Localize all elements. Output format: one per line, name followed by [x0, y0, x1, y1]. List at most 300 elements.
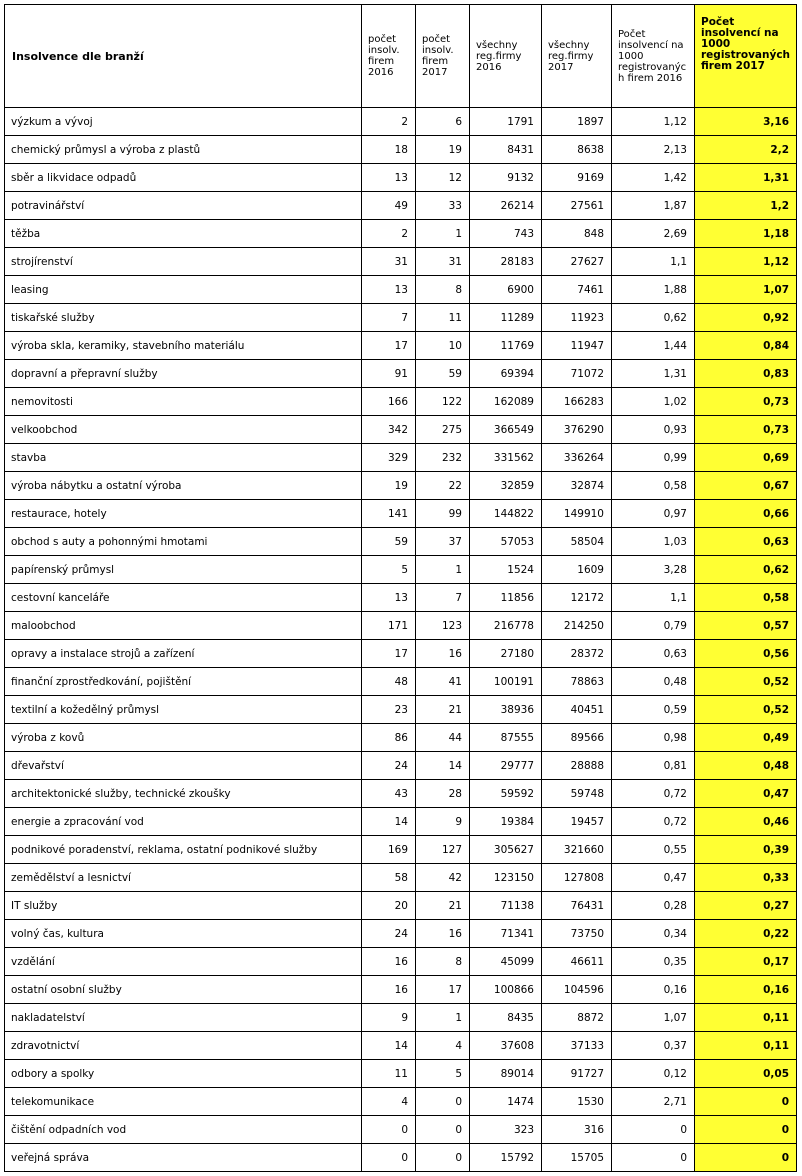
cell-branch: dopravní a přepravní služby — [5, 360, 362, 388]
cell-reg-2017: 11947 — [542, 332, 612, 360]
cell-reg-2016: 743 — [470, 220, 542, 248]
cell-rate-2016: 0,28 — [612, 892, 695, 920]
cell-reg-2016: 305627 — [470, 836, 542, 864]
cell-reg-2017: 19457 — [542, 808, 612, 836]
cell-rate-2016: 0,79 — [612, 612, 695, 640]
table-row — [5, 528, 797, 556]
cell-insolv-2017: 41 — [416, 668, 470, 696]
cell-rate-2017: 0,17 — [695, 948, 797, 976]
cell-branch: finanční zprostředkování, pojištění — [5, 668, 362, 696]
cell-branch: tiskařské služby — [5, 304, 362, 332]
cell-insolv-2017: 31 — [416, 248, 470, 276]
cell-reg-2016: 323 — [470, 1116, 542, 1144]
cell-insolv-2017: 8 — [416, 948, 470, 976]
header-rate-2017: Počet insolvencí na 1000 registrovaných firem 2017 — [695, 5, 797, 108]
cell-insolv-2017: 99 — [416, 500, 470, 528]
cell-rate-2016: 0,93 — [612, 416, 695, 444]
cell-insolv-2016: 91 — [362, 360, 416, 388]
cell-rate-2016: 3,28 — [612, 556, 695, 584]
cell-insolv-2016: 14 — [362, 808, 416, 836]
table-row — [5, 948, 797, 976]
cell-rate-2016: 0,72 — [612, 808, 695, 836]
cell-insolv-2017: 4 — [416, 1032, 470, 1060]
cell-insolv-2016: 171 — [362, 612, 416, 640]
cell-insolv-2017: 0 — [416, 1116, 470, 1144]
cell-insolv-2017: 1 — [416, 1004, 470, 1032]
cell-branch: nemovitosti — [5, 388, 362, 416]
cell-insolv-2017: 8 — [416, 276, 470, 304]
cell-branch: zdravotnictví — [5, 1032, 362, 1060]
cell-reg-2016: 11769 — [470, 332, 542, 360]
cell-branch: výroba skla, keramiky, stavebního materiálu — [5, 332, 362, 360]
cell-branch: telekomunikace — [5, 1088, 362, 1116]
cell-branch: chemický průmysl a výroba z plastů — [5, 136, 362, 164]
cell-insolv-2016: 0 — [362, 1116, 416, 1144]
cell-reg-2017: 12172 — [542, 584, 612, 612]
table-row — [5, 500, 797, 528]
cell-insolv-2017: 11 — [416, 304, 470, 332]
cell-rate-2016: 0,63 — [612, 640, 695, 668]
cell-reg-2016: 37608 — [470, 1032, 542, 1060]
cell-reg-2016: 8435 — [470, 1004, 542, 1032]
table-row — [5, 976, 797, 1004]
cell-insolv-2016: 18 — [362, 136, 416, 164]
cell-rate-2017: 1,2 — [695, 192, 797, 220]
cell-insolv-2016: 9 — [362, 1004, 416, 1032]
cell-rate-2016: 0,16 — [612, 976, 695, 1004]
cell-branch: vzdělání — [5, 948, 362, 976]
cell-rate-2017: 0 — [695, 1116, 797, 1144]
header-insolv-2017: počet insolv. firem 2017 — [416, 5, 470, 108]
table-body — [5, 108, 797, 1172]
cell-reg-2016: 89014 — [470, 1060, 542, 1088]
cell-reg-2016: 144822 — [470, 500, 542, 528]
cell-branch: strojírenství — [5, 248, 362, 276]
cell-insolv-2016: 16 — [362, 948, 416, 976]
cell-reg-2016: 100866 — [470, 976, 542, 1004]
cell-branch: veřejná správa — [5, 1144, 362, 1172]
cell-rate-2017: 0,05 — [695, 1060, 797, 1088]
cell-insolv-2016: 11 — [362, 1060, 416, 1088]
cell-insolv-2017: 12 — [416, 164, 470, 192]
cell-branch: výroba nábytku a ostatní výroba — [5, 472, 362, 500]
cell-reg-2016: 59592 — [470, 780, 542, 808]
cell-reg-2016: 1524 — [470, 556, 542, 584]
cell-rate-2016: 0,47 — [612, 864, 695, 892]
cell-insolv-2017: 123 — [416, 612, 470, 640]
cell-insolv-2017: 33 — [416, 192, 470, 220]
table-row — [5, 668, 797, 696]
table-row — [5, 276, 797, 304]
cell-rate-2017: 0,46 — [695, 808, 797, 836]
cell-branch: maloobchod — [5, 612, 362, 640]
cell-reg-2017: 127808 — [542, 864, 612, 892]
cell-reg-2016: 366549 — [470, 416, 542, 444]
cell-branch: energie a zpracování vod — [5, 808, 362, 836]
cell-insolv-2016: 49 — [362, 192, 416, 220]
cell-reg-2017: 848 — [542, 220, 612, 248]
cell-branch: výzkum a vývoj — [5, 108, 362, 136]
cell-rate-2017: 0,11 — [695, 1032, 797, 1060]
cell-reg-2016: 100191 — [470, 668, 542, 696]
cell-rate-2017: 0,48 — [695, 752, 797, 780]
cell-insolv-2017: 1 — [416, 556, 470, 584]
cell-rate-2016: 0,98 — [612, 724, 695, 752]
cell-reg-2016: 29777 — [470, 752, 542, 780]
cell-rate-2016: 1,03 — [612, 528, 695, 556]
cell-rate-2017: 0,67 — [695, 472, 797, 500]
cell-branch: leasing — [5, 276, 362, 304]
cell-reg-2016: 87555 — [470, 724, 542, 752]
cell-reg-2016: 123150 — [470, 864, 542, 892]
cell-insolv-2016: 13 — [362, 164, 416, 192]
table-row — [5, 556, 797, 584]
cell-rate-2016: 1,42 — [612, 164, 695, 192]
cell-insolv-2016: 19 — [362, 472, 416, 500]
cell-reg-2016: 45099 — [470, 948, 542, 976]
cell-insolv-2016: 14 — [362, 1032, 416, 1060]
cell-insolv-2016: 2 — [362, 220, 416, 248]
cell-rate-2016: 2,71 — [612, 1088, 695, 1116]
table-row — [5, 1004, 797, 1032]
cell-insolv-2016: 169 — [362, 836, 416, 864]
cell-branch: ostatní osobní služby — [5, 976, 362, 1004]
cell-reg-2017: 28372 — [542, 640, 612, 668]
cell-reg-2017: 37133 — [542, 1032, 612, 1060]
cell-insolv-2017: 232 — [416, 444, 470, 472]
header-rate-2016: Počet insolvencí na 1000 registrovanýc h firem 2016 — [612, 5, 695, 108]
cell-insolv-2017: 22 — [416, 472, 470, 500]
cell-rate-2017: 0 — [695, 1088, 797, 1116]
cell-reg-2017: 8872 — [542, 1004, 612, 1032]
cell-branch: potravinářství — [5, 192, 362, 220]
table-row — [5, 808, 797, 836]
cell-rate-2017: 0,52 — [695, 668, 797, 696]
cell-insolv-2017: 21 — [416, 696, 470, 724]
cell-reg-2017: 1897 — [542, 108, 612, 136]
cell-insolv-2016: 141 — [362, 500, 416, 528]
cell-rate-2016: 1,31 — [612, 360, 695, 388]
cell-rate-2016: 1,87 — [612, 192, 695, 220]
cell-rate-2016: 0,99 — [612, 444, 695, 472]
cell-reg-2017: 7461 — [542, 276, 612, 304]
cell-reg-2016: 162089 — [470, 388, 542, 416]
cell-branch: volný čas, kultura — [5, 920, 362, 948]
cell-reg-2016: 26214 — [470, 192, 542, 220]
cell-branch: IT služby — [5, 892, 362, 920]
cell-insolv-2017: 28 — [416, 780, 470, 808]
cell-reg-2016: 28183 — [470, 248, 542, 276]
table-row — [5, 220, 797, 248]
cell-branch: opravy a instalace strojů a zařízení — [5, 640, 362, 668]
cell-insolv-2017: 16 — [416, 640, 470, 668]
cell-insolv-2017: 37 — [416, 528, 470, 556]
cell-insolv-2017: 19 — [416, 136, 470, 164]
cell-rate-2016: 0,81 — [612, 752, 695, 780]
cell-insolv-2016: 43 — [362, 780, 416, 808]
cell-insolv-2016: 16 — [362, 976, 416, 1004]
cell-insolv-2017: 42 — [416, 864, 470, 892]
cell-rate-2017: 0,57 — [695, 612, 797, 640]
table-row — [5, 1088, 797, 1116]
cell-insolv-2016: 23 — [362, 696, 416, 724]
table-row — [5, 248, 797, 276]
table-row — [5, 472, 797, 500]
cell-insolv-2017: 122 — [416, 388, 470, 416]
cell-rate-2016: 2,13 — [612, 136, 695, 164]
table-row — [5, 612, 797, 640]
cell-rate-2016: 0,34 — [612, 920, 695, 948]
cell-rate-2016: 1,12 — [612, 108, 695, 136]
cell-reg-2017: 1530 — [542, 1088, 612, 1116]
cell-branch: stavba — [5, 444, 362, 472]
cell-reg-2016: 9132 — [470, 164, 542, 192]
cell-branch: odbory a spolky — [5, 1060, 362, 1088]
cell-rate-2016: 0,62 — [612, 304, 695, 332]
cell-rate-2017: 2,2 — [695, 136, 797, 164]
cell-rate-2017: 0,83 — [695, 360, 797, 388]
cell-rate-2017: 0,73 — [695, 416, 797, 444]
cell-insolv-2017: 9 — [416, 808, 470, 836]
cell-insolv-2017: 0 — [416, 1088, 470, 1116]
cell-rate-2016: 1,44 — [612, 332, 695, 360]
table-row — [5, 1144, 797, 1172]
cell-reg-2017: 28888 — [542, 752, 612, 780]
cell-rate-2017: 0,56 — [695, 640, 797, 668]
cell-reg-2017: 76431 — [542, 892, 612, 920]
cell-reg-2017: 214250 — [542, 612, 612, 640]
table-row — [5, 640, 797, 668]
cell-branch: zemědělství a lesnictví — [5, 864, 362, 892]
cell-insolv-2016: 7 — [362, 304, 416, 332]
cell-branch: sběr a likvidace odpadů — [5, 164, 362, 192]
table-row — [5, 444, 797, 472]
cell-rate-2016: 1,88 — [612, 276, 695, 304]
cell-reg-2017: 89566 — [542, 724, 612, 752]
cell-reg-2016: 1791 — [470, 108, 542, 136]
cell-insolv-2016: 59 — [362, 528, 416, 556]
cell-reg-2016: 71138 — [470, 892, 542, 920]
table-row — [5, 892, 797, 920]
cell-rate-2017: 0,66 — [695, 500, 797, 528]
cell-reg-2017: 104596 — [542, 976, 612, 1004]
cell-reg-2016: 15792 — [470, 1144, 542, 1172]
cell-reg-2017: 71072 — [542, 360, 612, 388]
table-row — [5, 584, 797, 612]
table-row — [5, 164, 797, 192]
table-row — [5, 1060, 797, 1088]
cell-rate-2017: 1,18 — [695, 220, 797, 248]
cell-rate-2017: 0,49 — [695, 724, 797, 752]
cell-insolv-2017: 7 — [416, 584, 470, 612]
table-row — [5, 388, 797, 416]
table-row — [5, 360, 797, 388]
cell-insolv-2017: 127 — [416, 836, 470, 864]
cell-reg-2017: 91727 — [542, 1060, 612, 1088]
cell-reg-2017: 11923 — [542, 304, 612, 332]
header-branch: Insolvence dle branží — [5, 5, 362, 108]
cell-rate-2016: 0,72 — [612, 780, 695, 808]
cell-rate-2016: 0,97 — [612, 500, 695, 528]
cell-rate-2016: 0 — [612, 1116, 695, 1144]
cell-insolv-2016: 86 — [362, 724, 416, 752]
cell-reg-2016: 71341 — [470, 920, 542, 948]
cell-insolv-2017: 10 — [416, 332, 470, 360]
table-row — [5, 696, 797, 724]
cell-rate-2016: 0,12 — [612, 1060, 695, 1088]
cell-insolv-2016: 24 — [362, 920, 416, 948]
cell-rate-2016: 0,55 — [612, 836, 695, 864]
cell-insolv-2016: 24 — [362, 752, 416, 780]
cell-branch: textilní a kožedělný průmysl — [5, 696, 362, 724]
cell-reg-2017: 316 — [542, 1116, 612, 1144]
cell-reg-2017: 376290 — [542, 416, 612, 444]
cell-rate-2016: 1,02 — [612, 388, 695, 416]
cell-branch: dřevařství — [5, 752, 362, 780]
table-row — [5, 920, 797, 948]
cell-reg-2017: 46611 — [542, 948, 612, 976]
cell-reg-2017: 32874 — [542, 472, 612, 500]
cell-rate-2017: 0,92 — [695, 304, 797, 332]
cell-reg-2017: 78863 — [542, 668, 612, 696]
cell-rate-2016: 2,69 — [612, 220, 695, 248]
cell-rate-2016: 0,59 — [612, 696, 695, 724]
cell-branch: výroba z kovů — [5, 724, 362, 752]
cell-insolv-2017: 16 — [416, 920, 470, 948]
cell-rate-2016: 1,07 — [612, 1004, 695, 1032]
cell-rate-2017: 1,31 — [695, 164, 797, 192]
table-row — [5, 752, 797, 780]
cell-rate-2016: 0,48 — [612, 668, 695, 696]
cell-branch: čištění odpadních vod — [5, 1116, 362, 1144]
cell-insolv-2017: 17 — [416, 976, 470, 1004]
cell-rate-2017: 0,62 — [695, 556, 797, 584]
cell-reg-2016: 69394 — [470, 360, 542, 388]
cell-reg-2016: 8431 — [470, 136, 542, 164]
table-row — [5, 724, 797, 752]
cell-reg-2017: 8638 — [542, 136, 612, 164]
cell-rate-2017: 0,58 — [695, 584, 797, 612]
cell-insolv-2016: 5 — [362, 556, 416, 584]
cell-insolv-2016: 4 — [362, 1088, 416, 1116]
cell-insolv-2016: 31 — [362, 248, 416, 276]
cell-insolv-2016: 17 — [362, 332, 416, 360]
table-row — [5, 864, 797, 892]
cell-insolv-2016: 17 — [362, 640, 416, 668]
cell-rate-2017: 0,63 — [695, 528, 797, 556]
cell-branch: nakladatelství — [5, 1004, 362, 1032]
header-insolv-2016: počet insolv. firem 2016 — [362, 5, 416, 108]
table-row — [5, 136, 797, 164]
cell-reg-2017: 40451 — [542, 696, 612, 724]
cell-rate-2017: 0,84 — [695, 332, 797, 360]
cell-rate-2017: 0,39 — [695, 836, 797, 864]
cell-rate-2017: 0,11 — [695, 1004, 797, 1032]
cell-insolv-2016: 58 — [362, 864, 416, 892]
insolvency-table — [4, 4, 797, 1172]
table-row — [5, 192, 797, 220]
cell-insolv-2017: 1 — [416, 220, 470, 248]
cell-rate-2016: 1,1 — [612, 584, 695, 612]
cell-reg-2017: 73750 — [542, 920, 612, 948]
cell-reg-2017: 27561 — [542, 192, 612, 220]
cell-rate-2017: 1,12 — [695, 248, 797, 276]
cell-insolv-2016: 20 — [362, 892, 416, 920]
cell-reg-2017: 321660 — [542, 836, 612, 864]
cell-rate-2017: 0 — [695, 1144, 797, 1172]
cell-insolv-2017: 275 — [416, 416, 470, 444]
cell-insolv-2016: 329 — [362, 444, 416, 472]
cell-reg-2017: 149910 — [542, 500, 612, 528]
cell-rate-2016: 0,37 — [612, 1032, 695, 1060]
cell-reg-2017: 15705 — [542, 1144, 612, 1172]
cell-insolv-2017: 6 — [416, 108, 470, 136]
cell-branch: cestovní kanceláře — [5, 584, 362, 612]
cell-branch: restaurace, hotely — [5, 500, 362, 528]
cell-insolv-2016: 342 — [362, 416, 416, 444]
cell-reg-2016: 57053 — [470, 528, 542, 556]
cell-branch: obchod s auty a pohonnými hmotami — [5, 528, 362, 556]
header-row — [5, 5, 797, 108]
cell-reg-2016: 6900 — [470, 276, 542, 304]
cell-rate-2016: 1,1 — [612, 248, 695, 276]
cell-insolv-2017: 14 — [416, 752, 470, 780]
table-row — [5, 780, 797, 808]
cell-reg-2016: 32859 — [470, 472, 542, 500]
header-reg-2016: všechny reg.firmy 2016 — [470, 5, 542, 108]
cell-branch: těžba — [5, 220, 362, 248]
cell-reg-2016: 216778 — [470, 612, 542, 640]
cell-rate-2017: 0,16 — [695, 976, 797, 1004]
cell-rate-2016: 0,58 — [612, 472, 695, 500]
table-row — [5, 332, 797, 360]
cell-rate-2017: 3,16 — [695, 108, 797, 136]
cell-rate-2017: 0,27 — [695, 892, 797, 920]
cell-rate-2017: 0,69 — [695, 444, 797, 472]
cell-insolv-2017: 21 — [416, 892, 470, 920]
cell-reg-2016: 11289 — [470, 304, 542, 332]
cell-reg-2017: 27627 — [542, 248, 612, 276]
cell-rate-2017: 0,33 — [695, 864, 797, 892]
cell-insolv-2016: 13 — [362, 276, 416, 304]
cell-rate-2017: 0,22 — [695, 920, 797, 948]
cell-reg-2016: 19384 — [470, 808, 542, 836]
cell-reg-2016: 38936 — [470, 696, 542, 724]
cell-rate-2016: 0,35 — [612, 948, 695, 976]
cell-branch: podnikové poradenství, reklama, ostatní podnikové služby — [5, 836, 362, 864]
cell-rate-2017: 0,47 — [695, 780, 797, 808]
table-row — [5, 108, 797, 136]
table-row — [5, 1032, 797, 1060]
cell-rate-2017: 1,07 — [695, 276, 797, 304]
cell-reg-2017: 9169 — [542, 164, 612, 192]
cell-insolv-2016: 166 — [362, 388, 416, 416]
cell-reg-2017: 58504 — [542, 528, 612, 556]
table-row — [5, 1116, 797, 1144]
cell-branch: papírenský průmysl — [5, 556, 362, 584]
cell-reg-2017: 1609 — [542, 556, 612, 584]
table-row — [5, 416, 797, 444]
table-row — [5, 836, 797, 864]
cell-reg-2016: 27180 — [470, 640, 542, 668]
cell-rate-2016: 0 — [612, 1144, 695, 1172]
cell-insolv-2016: 2 — [362, 108, 416, 136]
cell-insolv-2017: 59 — [416, 360, 470, 388]
table-row — [5, 304, 797, 332]
cell-insolv-2017: 44 — [416, 724, 470, 752]
cell-reg-2017: 166283 — [542, 388, 612, 416]
cell-reg-2016: 1474 — [470, 1088, 542, 1116]
